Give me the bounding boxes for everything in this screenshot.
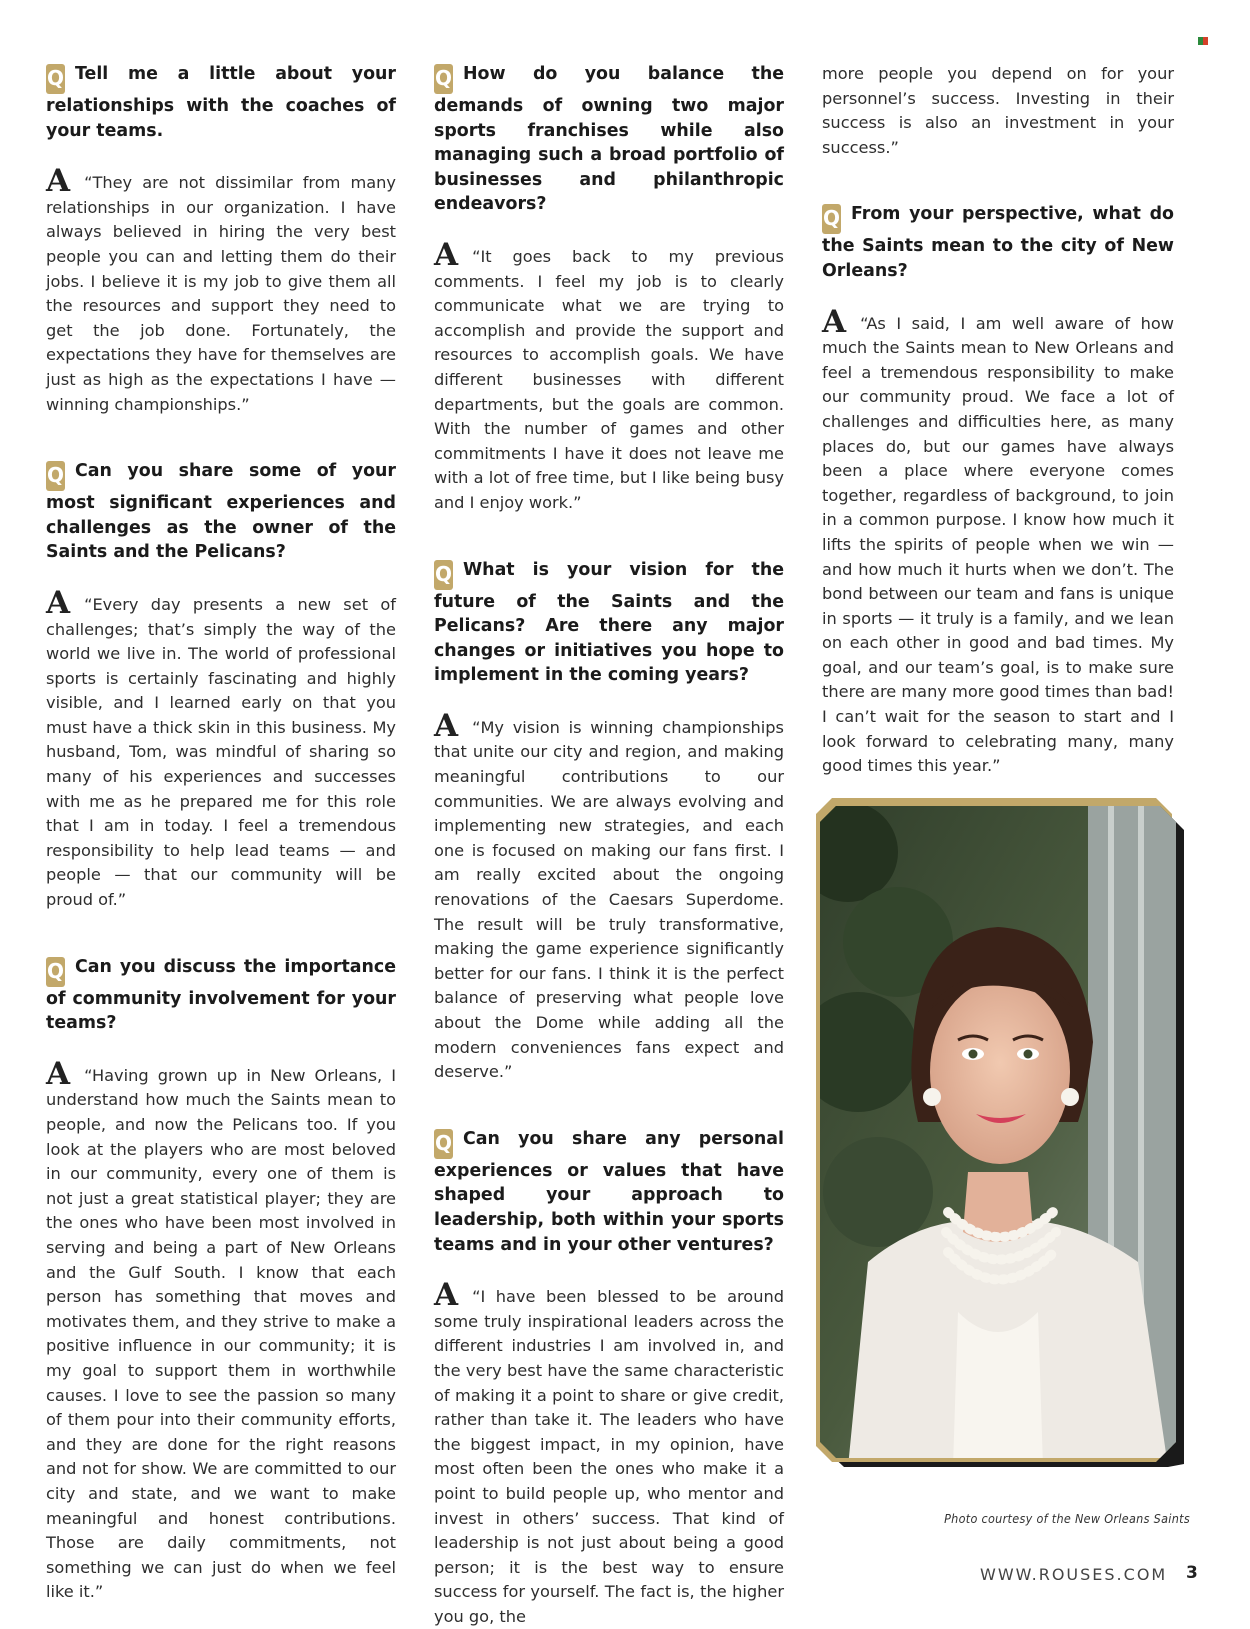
qa-block: [434, 62, 784, 516]
qa-block: [434, 558, 784, 1085]
qa-block: [46, 459, 396, 913]
question: Q From your perspective, what do the Saints mean to the city of New Orleans?: [822, 204, 1174, 281]
portrait-photo: [808, 792, 1188, 1467]
answer: A “I have been blessed to be around some truly inspirational leaders across the different industries I am involved in, and the very best have the same characteristic of making it a point to share or give credit, rather than take it. The leaders who have the biggest impact, in my opinion, have most often been the ones who make it a point to build people up, who mentor and invest in others’ success. That kind of leadership is not just about being a good person; it is the best way to ensure success for yourself. The fact is, the higher you go, the: [434, 1277, 784, 1626]
answer: A “They are not dissimilar from many relationships in our organization. I have always believed in hiring the very best people you can and letting them do their jobs. I believe it is my job to give them all the resources and support they need to get the job done. Fortunately, the expectations they have for themselves are just as high as the expectations I have — winning championships.”: [46, 163, 396, 414]
question-mark-icon: Q: [434, 560, 453, 590]
answer: A “My vision is winning championships that unite our city and region, and making meaningful contributions to our communities. We are always evolving and implementing new strategies, and each one is focused on making our fans first. I am really excited about the ongoing renovations of the Caesars Superdome. The result will be truly transformative, making the game experience significantly better for our fans. I think it is the perfect balance of preserving what people love about the Dome while adding all the modern conveniences fans expect and deserve.”: [434, 707, 784, 1082]
question: Q What is your vision for the future of the Saints and the Pelicans? Are there any major changes or initiatives you hope to implement in the coming years?: [434, 559, 784, 686]
question-mark-icon: Q: [434, 1129, 453, 1159]
answer-continuation: more people you depend on for your personnel’s success. Investing in their success is also an investment in your success.”: [822, 64, 1174, 157]
footer-url[interactable]: WWW.ROUSES.COM: [980, 1565, 1168, 1584]
answer-mark: A: [46, 163, 71, 200]
column-left: [46, 62, 396, 1605]
question-mark-icon: Q: [46, 957, 65, 987]
answer-mark: A: [822, 303, 847, 340]
answer-mark: A: [434, 236, 459, 273]
page-number: 3: [1186, 1563, 1198, 1583]
column-right: [822, 62, 1174, 779]
column-middle: [434, 62, 784, 1629]
question: Q Can you share any personal experiences or values that have shaped your approach to leadership, both within your sports teams and in your other ventures?: [434, 1128, 784, 1255]
answer-mark: A: [434, 1277, 459, 1314]
question-mark-icon: Q: [434, 64, 453, 94]
question: Q Can you share some of your most significant experiences and challenges as the owner of the Saints and the Pelicans?: [46, 461, 396, 563]
question-mark-icon: Q: [822, 204, 841, 234]
qa-block: [434, 1127, 784, 1629]
portrait-illustration: [808, 792, 1188, 1467]
corner-color-mark-icon: [1198, 30, 1208, 38]
qa-block: [46, 955, 396, 1605]
answer: A “Every day presents a new set of challenges; that’s simply the way of the world we live in. The world of professional sports is certainly fascinating and highly visible, and I learned early on that you must have a thick skin in this business. My husband, Tom, was mindful of sharing so many of his experiences and successes with me as he prepared me for this role that I am in today. I feel a tremendous responsibility to help lead teams — and people — that our community will be proud of.”: [46, 584, 396, 910]
answer: A “It goes back to my previous comments. I feel my job is to clearly communicate what we are trying to accomplish and provide the support and resources to accomplish goals. We have different businesses with different departments, but the goals are common. With the number of games and other commitments I have it does not leave me with a lot of free time, but I like being busy and I enjoy work.”: [434, 236, 784, 512]
answer: A “Having grown up in New Orleans, I understand how much the Saints mean to people, and now the Pelicans too. If you look at the players who are most beloved in our community, every one of them is not just a great statistical player; they are the ones who have been most involved in serving and being a part of New Orleans and the Gulf South. I know that each person has something that moves and motivates them, and they strive to make a positive influence in our community; it is my goal to support them in worthwhile causes. I love to see the passion so many of them pour into their community efforts, and they are done for the right reasons and not for show. We are committed to our city and state, and we want to make meaningful and honest contributions. Those are daily commitments, not something we can just do when we feel like it.”: [46, 1055, 396, 1602]
question-mark-icon: Q: [46, 461, 65, 491]
answer-mark: A: [46, 1055, 71, 1092]
question-mark-icon: Q: [46, 64, 65, 94]
answer: A “As I said, I am well aware of how much the Saints mean to New Orleans and feel a tremendous responsibility to make our community proud. We face a lot of challenges and difficulties here, as many places do, but our games have always been a place where everyone comes together, regardless of background, to join in a common purpose. I know how much it lifts the spirits of people when we win — and how much it hurts when we don’t. The bond between our team and fans is unique in sports — it truly is a family, and we lean on each other in good and bad times. My goal, and our team’s goal, is to make sure there are many more good times than bad! I can’t wait for the season to start and I look forward to celebrating many, many good times this year.”: [822, 303, 1174, 776]
question: Q Tell me a little about your relationships with the coaches of your teams.: [46, 64, 396, 141]
qa-block: [822, 202, 1174, 778]
answer-mark: A: [46, 584, 71, 621]
question: Q Can you discuss the importance of community involvement for your teams?: [46, 956, 396, 1034]
photo-credit: Photo courtesy of the New Orleans Saints: [944, 1511, 1190, 1526]
question: Q How do you balance the demands of owning two major sports franchises while also managing such a broad portfolio of businesses and philanthropic endeavors?: [434, 64, 784, 215]
qa-block: [46, 62, 396, 417]
answer-mark: A: [434, 707, 459, 744]
